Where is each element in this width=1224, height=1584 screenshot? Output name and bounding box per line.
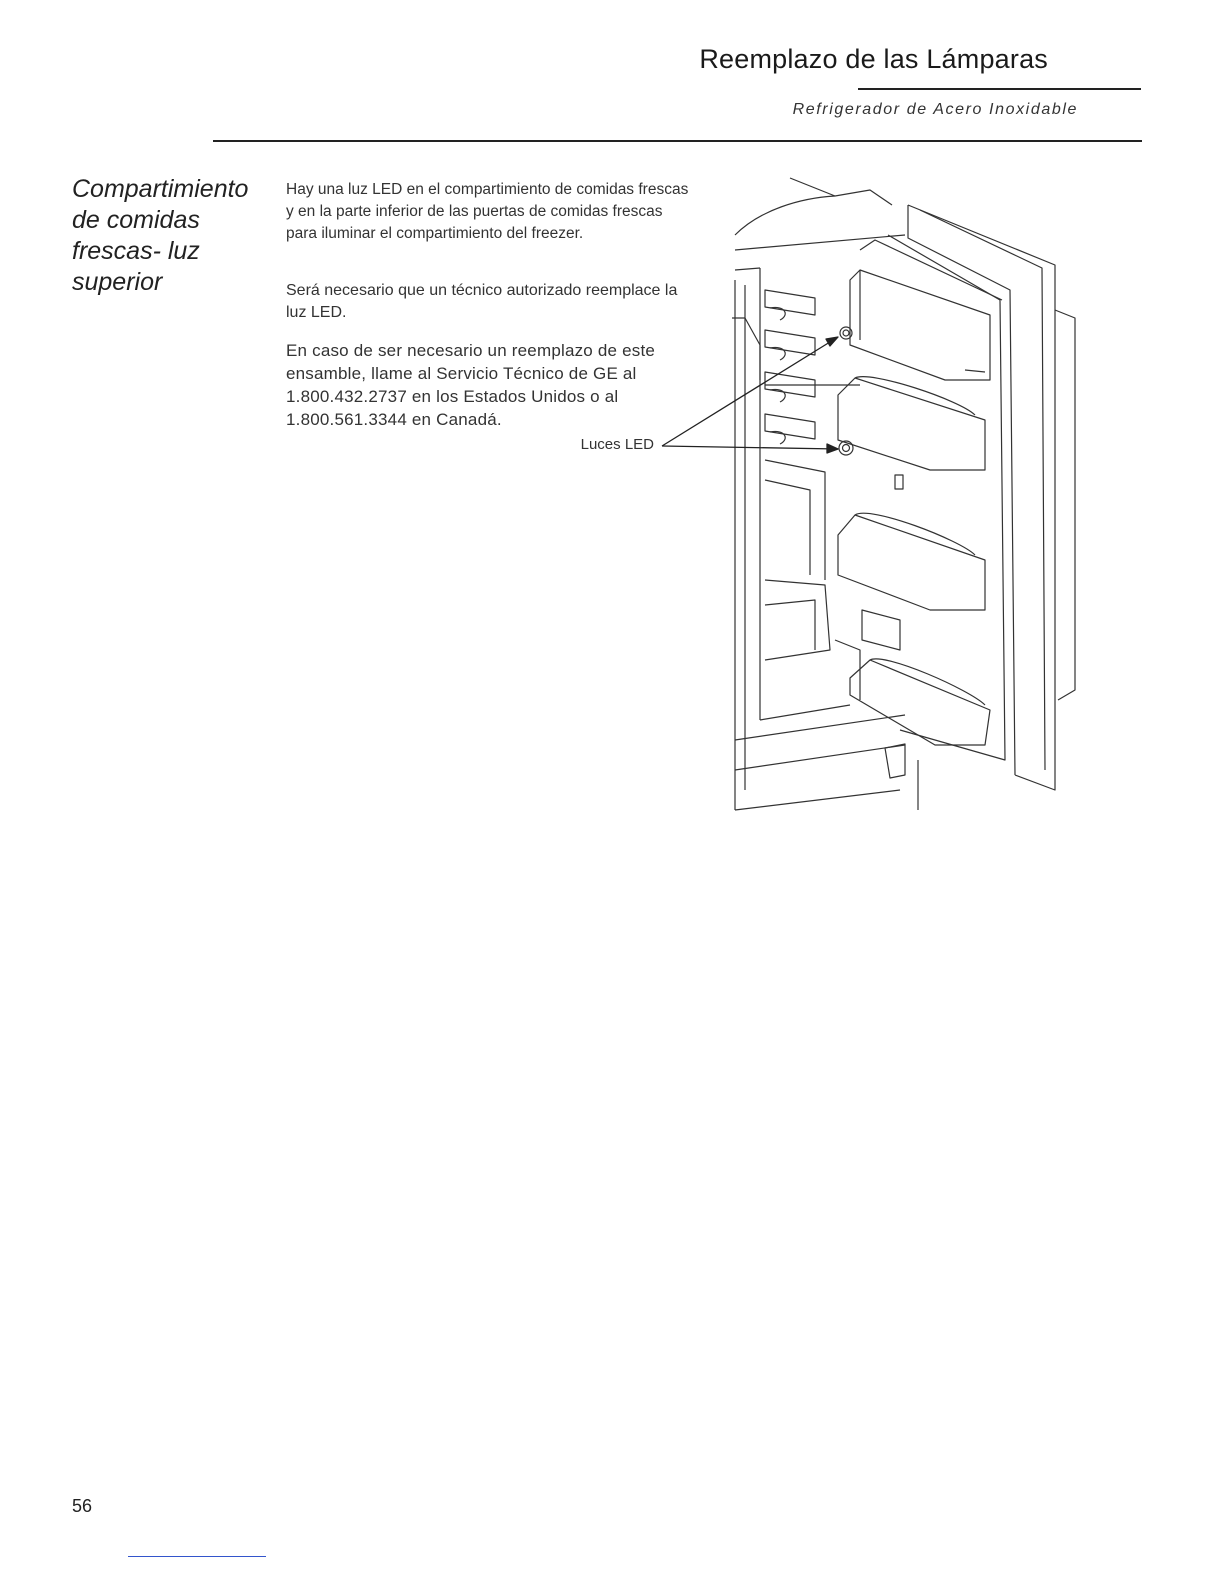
led-callout-label: Luces LED: [580, 436, 654, 453]
section-heading-line: Compartimiento: [72, 175, 249, 203]
section-heading-line: frescas- luz: [72, 237, 200, 265]
page-title: Reemplazo de las Lámparas: [699, 44, 1048, 74]
title-underline: [858, 88, 1141, 90]
section-heading-line: superior: [72, 268, 163, 296]
section-heading-line: de comidas: [72, 206, 200, 234]
refrigerator-cabinet: [732, 178, 918, 810]
refrigerator-door-illustration: [640, 168, 1090, 818]
paragraph-led-description: Hay una luz LED en el compartimiento de comidas frescas y en la parte inferior de las puertas de comidas frescas para iluminar el compartimiento del freezer.: [286, 181, 689, 242]
page-subtitle: Refrigerador de Acero Inoxidable: [792, 101, 1078, 118]
led-light-fixtures: [839, 327, 853, 455]
paragraph-service-contact: En caso de ser necesario un reemplazo de este ensamble, llame al Servicio Técnico de GE al 1.800.432.2737 en los Estados Unidos o al 1.800.561.3344 en Canadá.: [286, 341, 656, 429]
paragraph-technician: Será necesario que un técnico autorizado reemplace la luz LED.: [286, 282, 678, 321]
footer-underline: [128, 1556, 266, 1557]
page-number: 56: [72, 1496, 93, 1516]
header-divider: [213, 140, 1142, 142]
door-bins: [838, 270, 990, 745]
open-door: [860, 205, 1075, 790]
section-heading: [72, 174, 272, 298]
